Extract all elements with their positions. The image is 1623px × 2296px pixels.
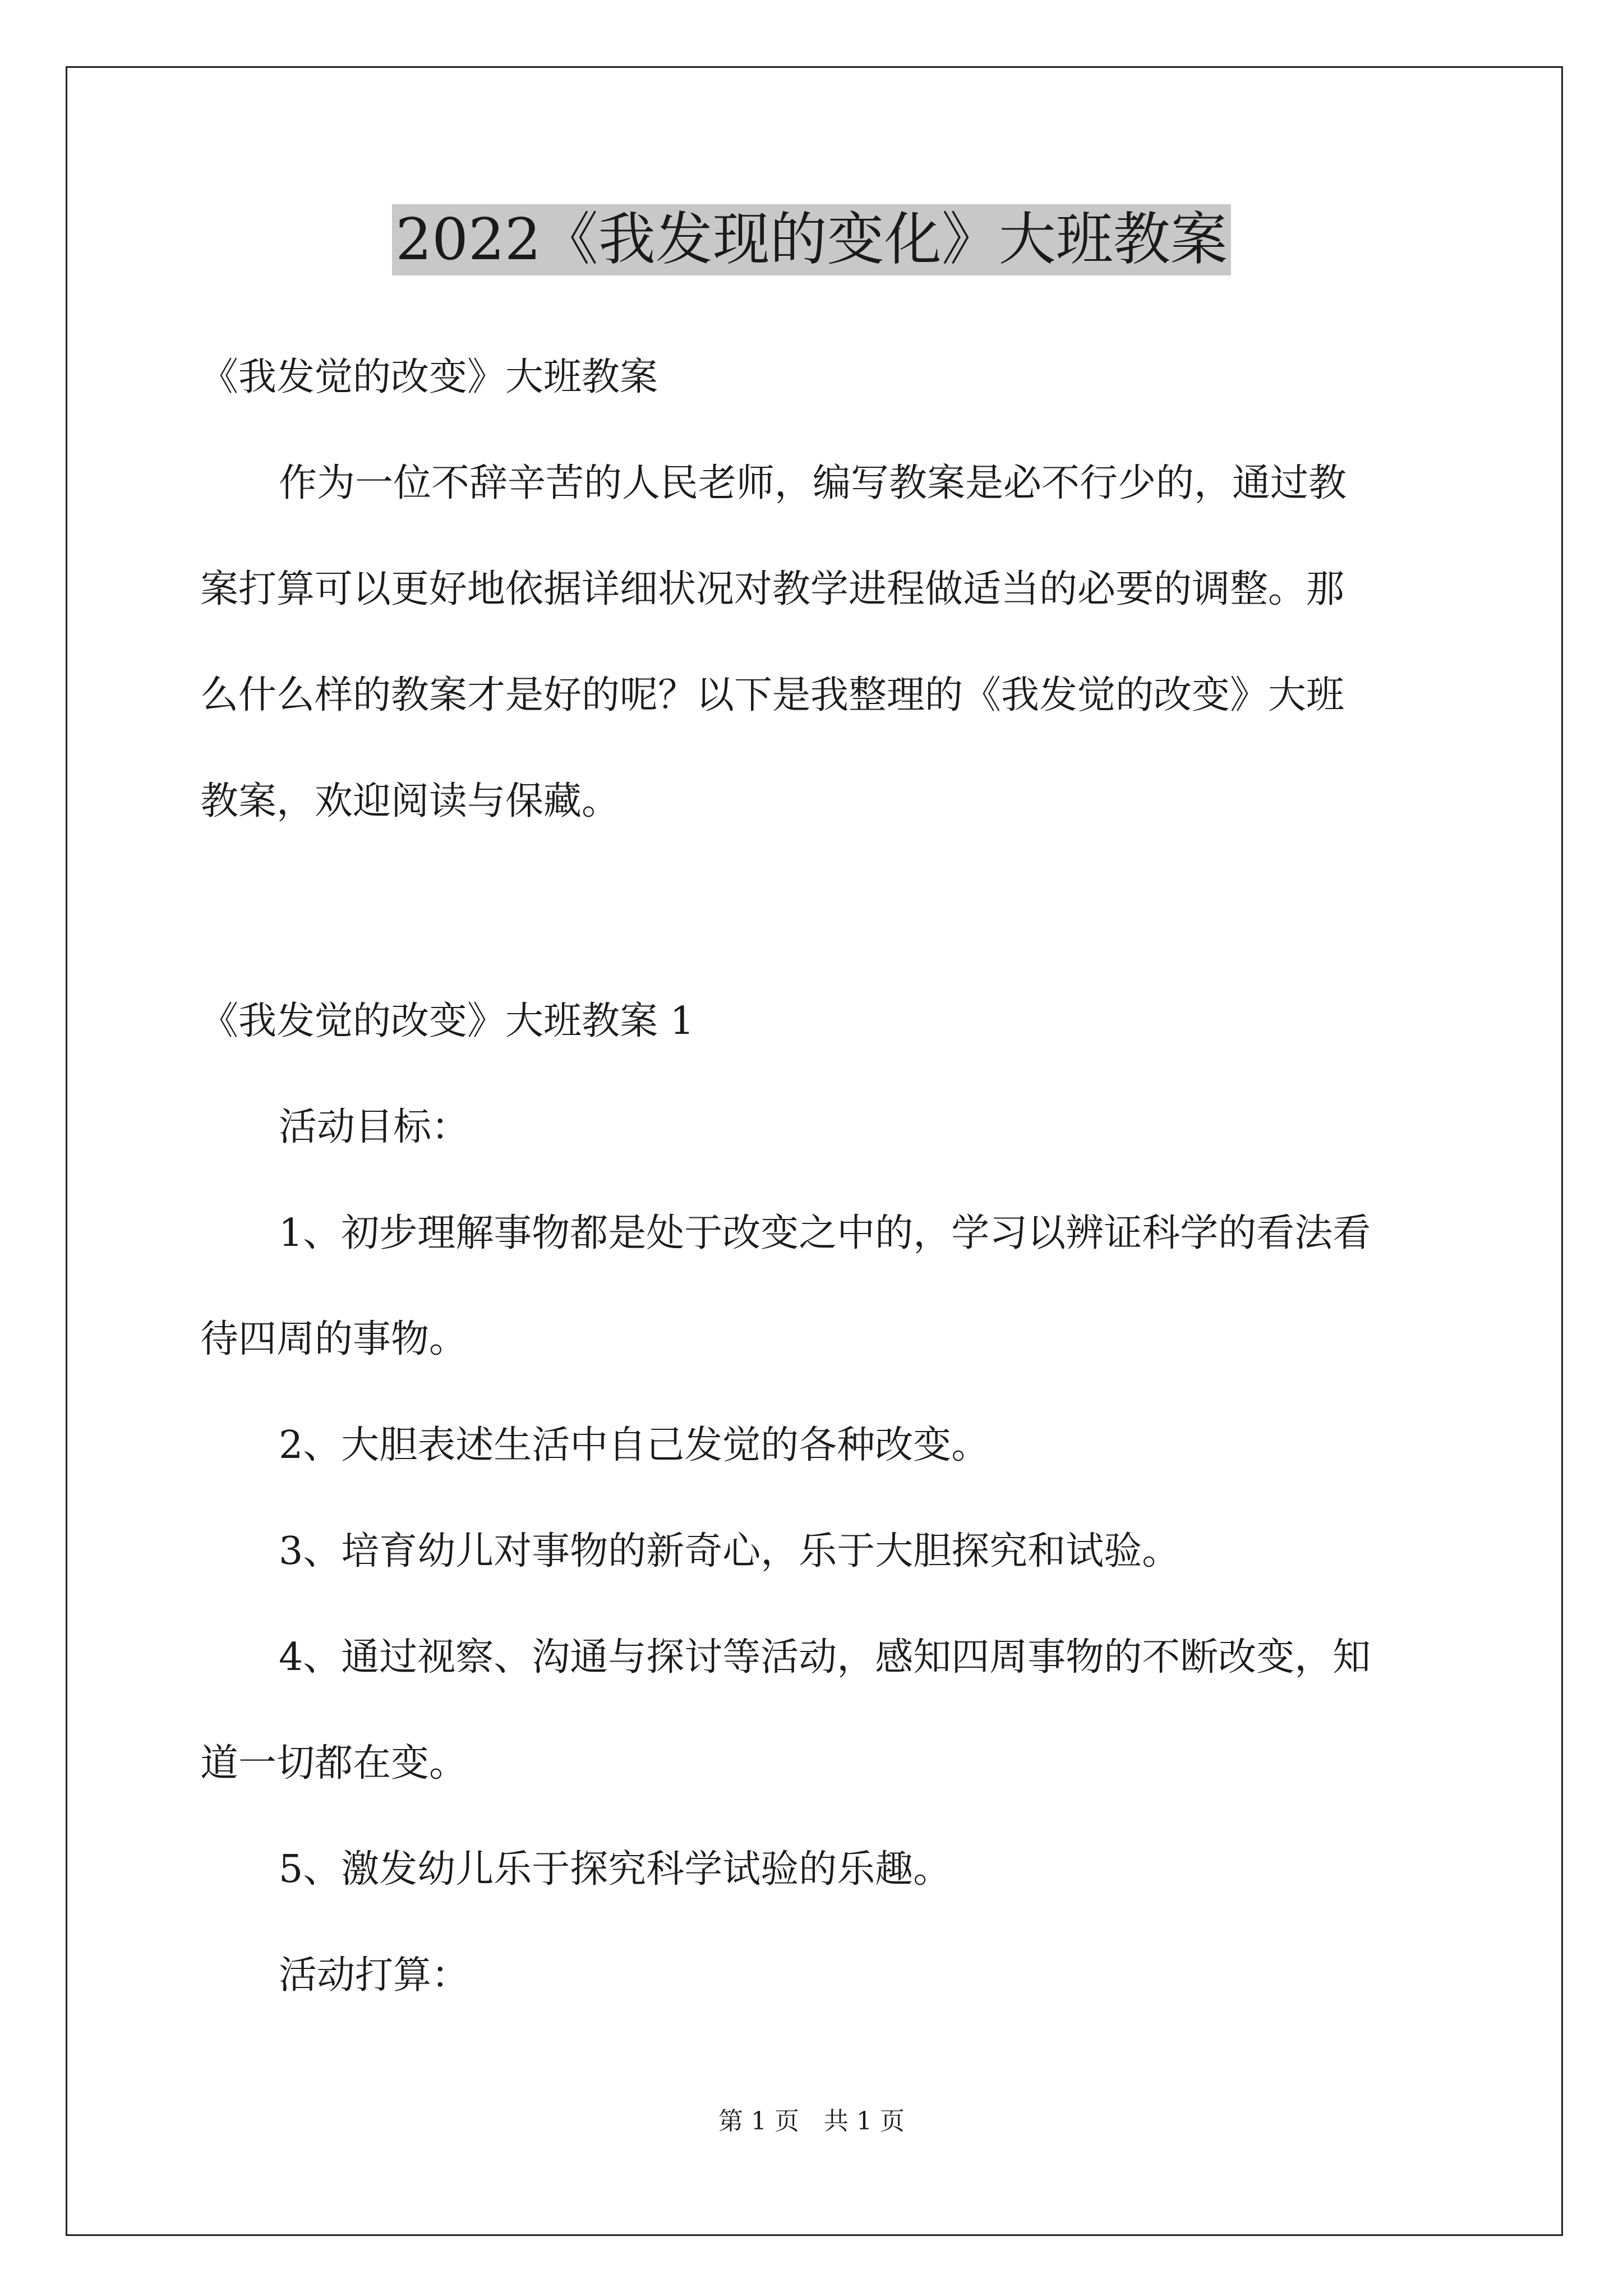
goal-line-6: 道一切都在变。 xyxy=(200,1741,468,1786)
intro-line-1: 作为一位不辞辛苦的人民老师，编写教案是必不行少的，通过教 xyxy=(279,461,1347,505)
prep-heading: 活动打算： xyxy=(279,1953,470,1998)
goal-line-7: 5、激发幼儿乐于探究科学试验的乐趣。 xyxy=(279,1847,952,1892)
goal-line-3: 2、大胆表述生活中自己发觉的各种改变。 xyxy=(279,1423,990,1467)
goals-heading: 活动目标： xyxy=(279,1105,470,1149)
page-footer: 第 1 页 共 1 页 xyxy=(718,2107,905,2136)
intro-line-2: 案打算可以更好地依据详细状况对教学进程做适当的必要的调整。那 xyxy=(200,567,1345,611)
goal-line-4: 3、培育幼儿对事物的新奇心，乐于大胆探究和试验。 xyxy=(279,1529,1181,1573)
goal-line-2: 待四周的事物。 xyxy=(200,1317,468,1361)
goal-line-5: 4、通过视察、沟通与探讨等活动，感知四周事物的不断改变，知 xyxy=(279,1635,1371,1680)
subtitle: 《我发觉的改变》大班教案 xyxy=(200,355,658,399)
intro-line-3: 么什么样的教案才是好的呢？以下是我整理的《我发觉的改变》大班 xyxy=(200,673,1345,717)
intro-line-4: 教案，欢迎阅读与保藏。 xyxy=(200,779,620,823)
document-title-text: 2022《我发现的变化》大班教案 xyxy=(392,204,1231,275)
document-title xyxy=(0,201,1623,279)
goal-line-1: 1、初步理解事物都是处于改变之中的，学习以辨证科学的看法看 xyxy=(279,1211,1371,1255)
section-title: 《我发觉的改变》大班教案 1 xyxy=(200,999,694,1043)
